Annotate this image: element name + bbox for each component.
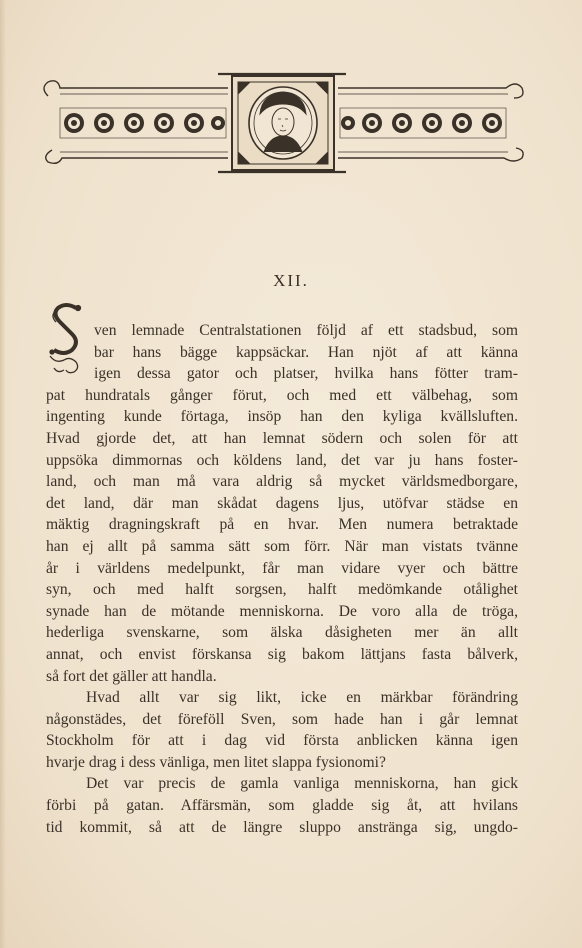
text-line: syn, och med halft sorgsen, halft medömkande otålighet <box>46 581 518 599</box>
text-line: hederliga svenskarne, som älska dåsigheten mer än allt <box>46 624 518 642</box>
text-line: Det var precis de gamla vanliga menniskorna, han gick <box>86 775 518 793</box>
text-line: han ej allt på samma sätt som förr. När man vistats tvänne <box>46 537 518 555</box>
text-line: tid kommit, så att de längre sluppo anstränga sig, ungdo- <box>46 818 518 836</box>
text-line: pat hundratals gånger förut, och med ett välbehag, som <box>46 386 518 404</box>
text-line: mäktig dragningskraft på en hvar. Men numera betraktade <box>46 516 518 534</box>
text-line: igen dessa gator och platser, hvilka hans fötter tram- <box>94 365 518 383</box>
chapter-heading: XII. <box>273 271 309 290</box>
headpiece-ornament <box>38 66 528 178</box>
text-line: det land, där man skådat dagens ljus, utöfvar städse en <box>46 494 518 512</box>
text-line: Hvad gjorde det, att han lemnat södern och solen för att <box>46 429 518 447</box>
text-line: förbi på gatan. Affärsmän, som gladde sig åt, att hvilans <box>46 797 518 815</box>
body-text <box>46 320 518 838</box>
text-line: Stockholm för att i dag vid första anblicken känna igen <box>46 732 518 750</box>
text-line: ingenting kunde förtaga, insöp han den kyliga kvällsluften. <box>46 408 518 426</box>
left-frieze-band <box>60 108 226 138</box>
text-line: land, och man må vara aldrig så mycket världsmedborgare, <box>46 473 518 491</box>
text-line: uppsöka dimmornas och köldens land, det var ju hans foster- <box>46 451 518 469</box>
portrait-medallion <box>232 76 334 170</box>
text-line: bar hans bägge kappsäckar. Han njöt af att känna <box>94 343 518 361</box>
text-line: annat, och envist förskansa sig bakom lättjans fasta bålverk, <box>46 645 518 663</box>
text-line: någonstädes, det föreföll Sven, som hade han i går lemnat <box>46 710 518 728</box>
text-line: ven lemnade Centralstationen följd af ett stadsbud, som <box>94 322 518 339</box>
text-line: synade han de mötande menniskorna. De voro alla de tröga, <box>46 602 518 620</box>
text-line: så fort det gäller att handla. <box>46 667 217 685</box>
right-frieze-band <box>340 108 506 138</box>
text-line: år i världens medelpunkt, får man vidare vyer och bättre <box>46 559 518 577</box>
page-gutter-shadow <box>0 0 6 948</box>
text-line: Hvad allt var sig likt, icke en märkbar förändring <box>86 689 518 707</box>
text-line: hvarje drag i dess vänliga, men litet slappa fysionomi? <box>46 753 386 771</box>
